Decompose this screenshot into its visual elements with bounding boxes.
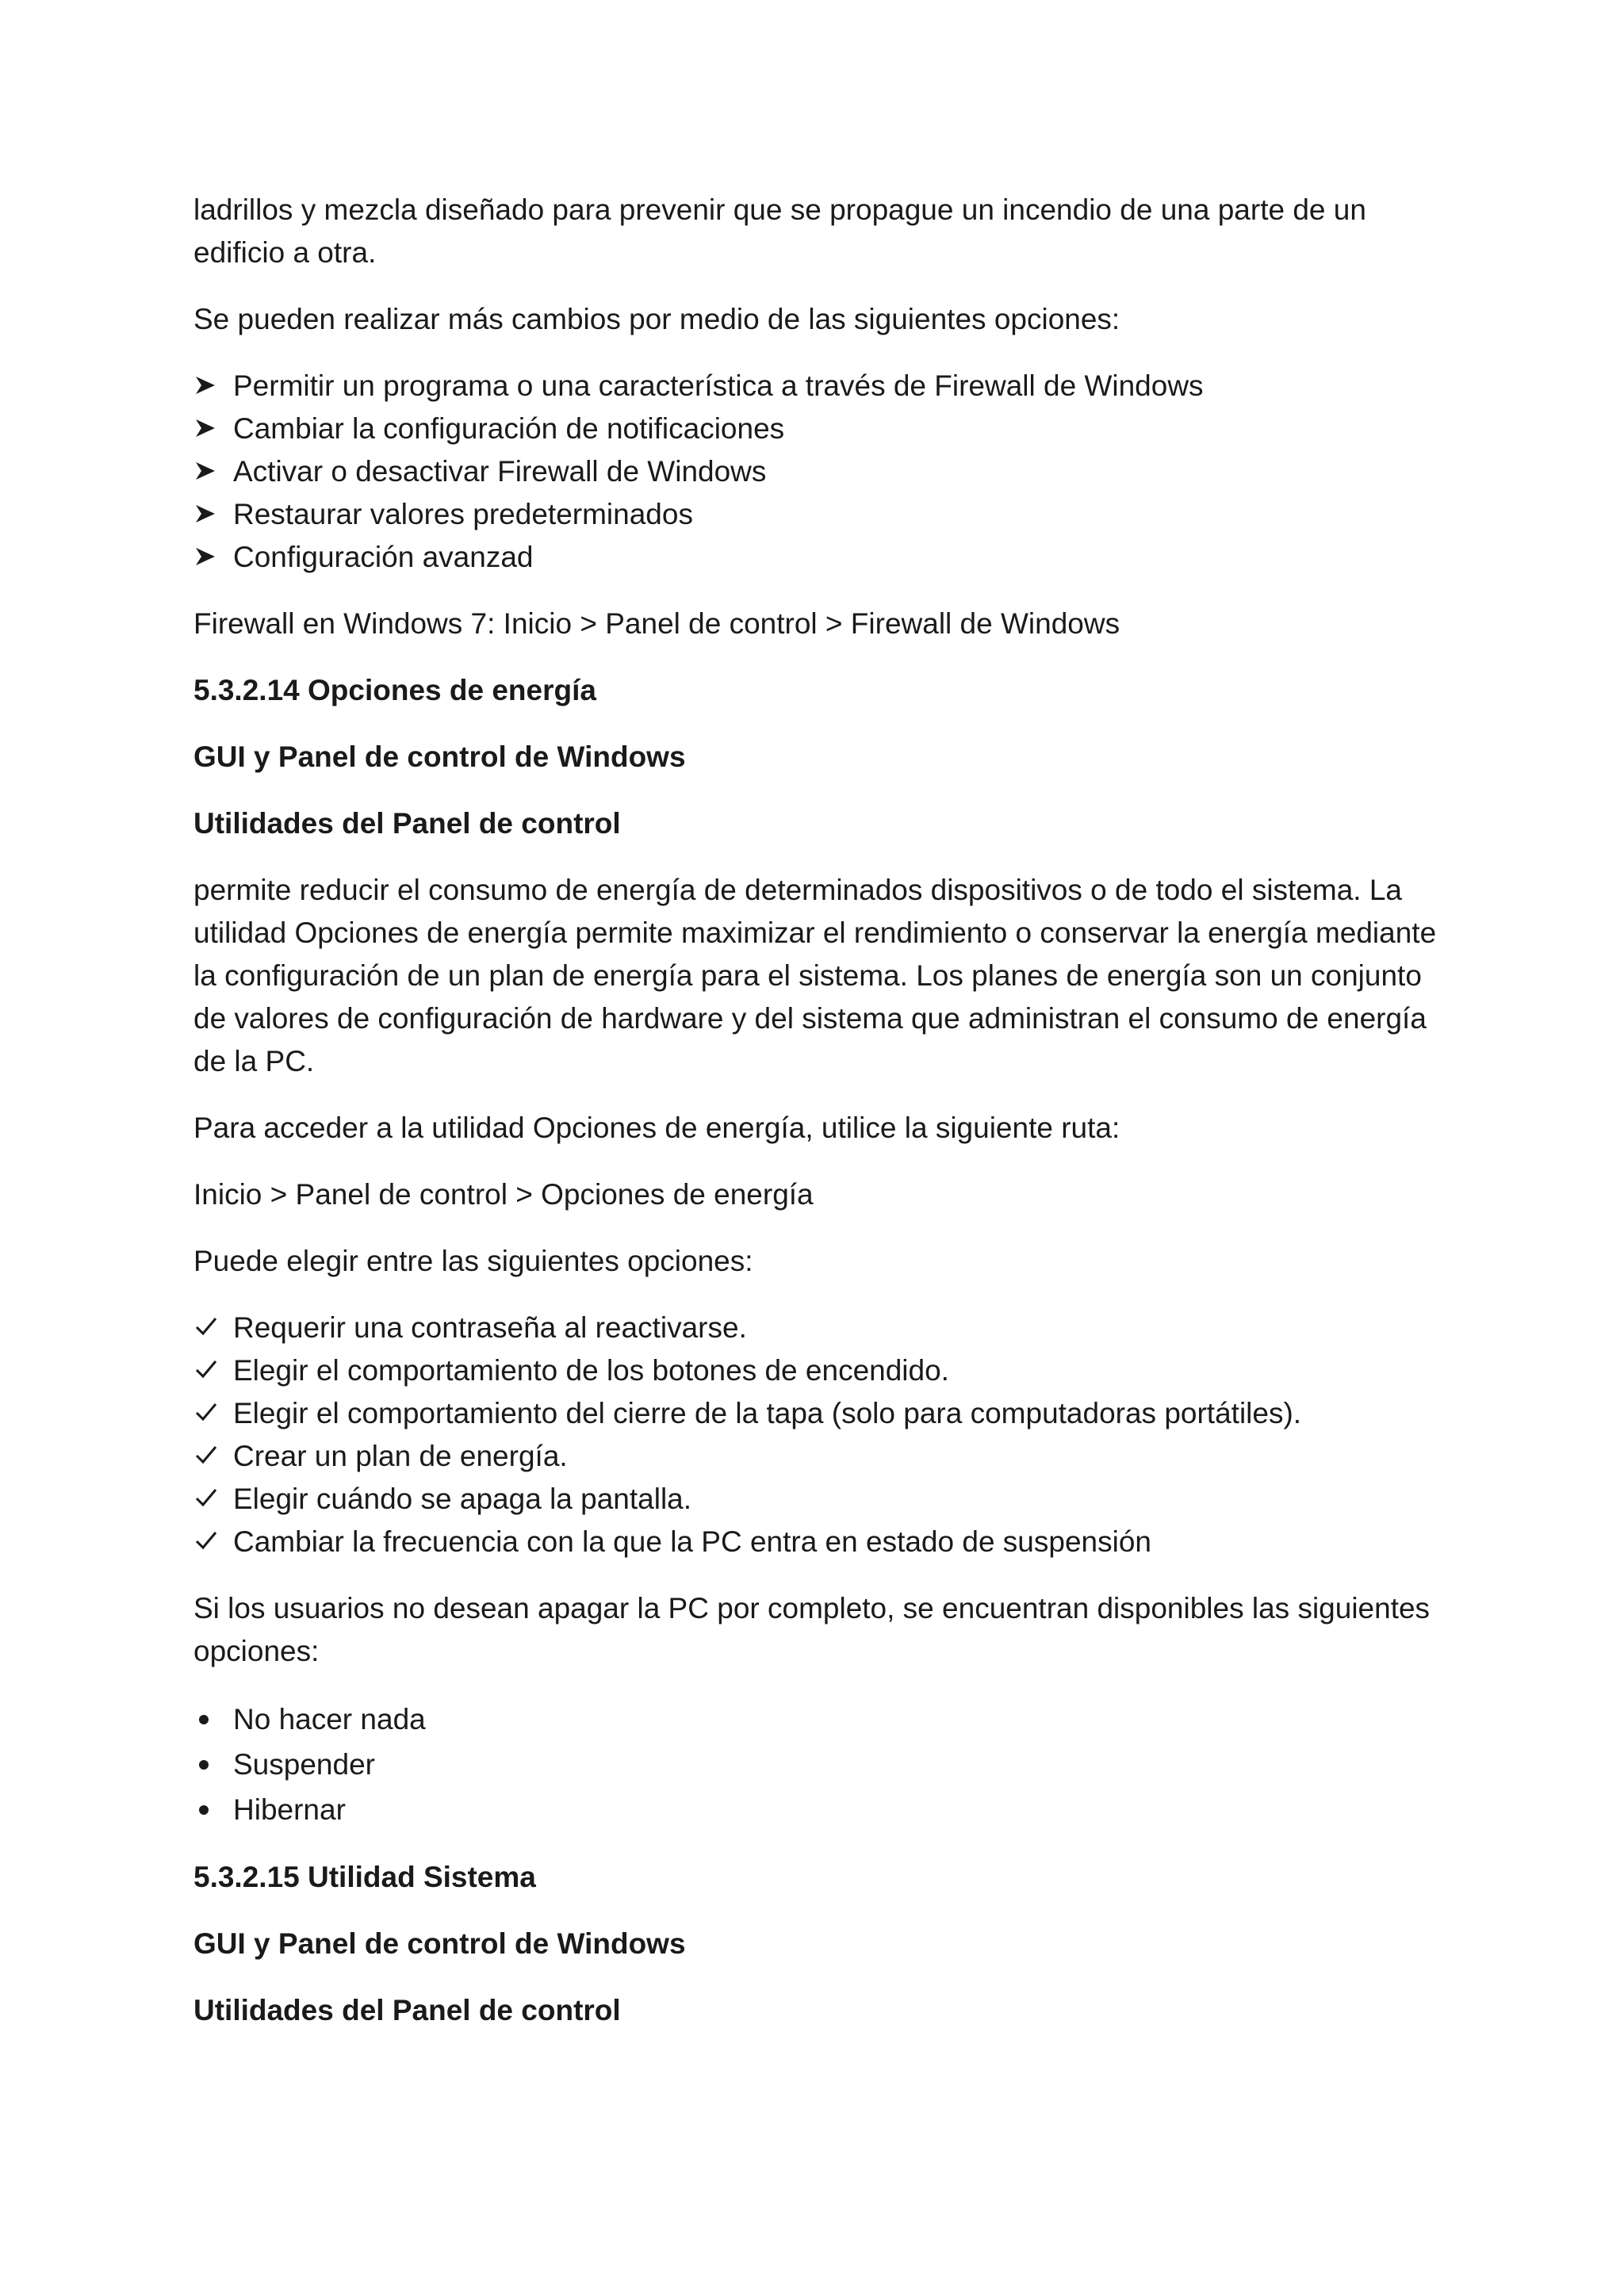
list-item-text: Elegir el comportamiento del cierre de la tapa (solo para computadoras portátiles). [233,1397,1302,1429]
energy-access-intro: Para acceder a la utilidad Opciones de energía, utilice la siguiente ruta: [193,1112,1120,1144]
list-item [193,450,1454,493]
shutdown-options-list [193,1697,1454,1832]
list-item-text: Configuración avanzad [233,541,534,573]
page-content [193,189,1454,2056]
arrowhead-bullet-icon [193,536,225,579]
list-item-text: Requerir una contraseña al reactivarse. [233,1311,747,1344]
list-item [193,1697,1454,1742]
checkmark-icon [193,1307,225,1349]
checkmark-icon [193,1478,225,1521]
list-item-text: Restaurar valores predeterminados [233,498,693,530]
checkmark-icon [193,1435,225,1478]
list-item [193,1742,1454,1787]
round-bullet-icon [193,1742,225,1787]
energy-options-list [193,1307,1454,1563]
firewall-options-list [193,365,1454,579]
list-item-text: Crear un plan de energía. [233,1440,568,1472]
list-item [193,408,1454,450]
list-item [193,1521,1454,1563]
list-item [193,1787,1454,1832]
firewall-path: Firewall en Windows 7: Inicio > Panel de control > Firewall de Windows [193,607,1120,640]
list-item-text: Elegir el comportamiento de los botones de encendido. [233,1354,949,1387]
energy-description: permite reducir el consumo de energía de determinados dispositivos o de todo el sistema. La utilidad Opciones de energía permite maximizar el rendimiento o conservar la energía mediante la configuración de un plan de energía para el sistema. Los planes de energía son un conjunto de valores de configuración de hardware y del sistema que administran el consumo de energía de la PC. [193,874,1437,1077]
list-item [193,1307,1454,1349]
checkmark-icon [193,1392,225,1435]
list-item [193,493,1454,536]
section-heading-energy: 5.3.2.14 Opciones de energía [193,674,596,706]
list-item-text: Activar o desactivar Firewall de Windows [233,455,767,488]
checkmark-icon [193,1521,225,1563]
intro-paragraph: ladrillos y mezcla diseñado para prevenir que se propague un incendio de una parte de un edificio a otra. [193,193,1366,269]
list-item [193,1349,1454,1392]
list-item [193,1478,1454,1521]
round-bullet-icon [193,1787,225,1832]
options-intro-paragraph: Se pueden realizar más cambios por medio de las siguientes opciones: [193,303,1120,335]
section-subtitle-utilities: Utilidades del Panel de control [193,807,621,840]
shutdown-intro: Si los usuarios no desean apagar la PC por completo, se encuentran disponibles las siguientes opciones: [193,1592,1431,1667]
list-item-text: Permitir un programa o una característica a través de Firewall de Windows [233,369,1204,402]
list-item-text: Hibernar [233,1793,346,1826]
list-item-text: Cambiar la frecuencia con la que la PC entra en estado de suspensión [233,1525,1151,1558]
list-item-text: Elegir cuándo se apaga la pantalla. [233,1483,692,1515]
list-item-text: No hacer nada [233,1703,426,1735]
energy-choose-intro: Puede elegir entre las siguientes opciones: [193,1245,753,1277]
list-item [193,1435,1454,1478]
section-subtitle-gui: GUI y Panel de control de Windows [193,740,686,773]
arrowhead-bullet-icon [193,408,225,450]
round-bullet-icon [193,1697,225,1742]
list-item-text: Cambiar la configuración de notificaciones [233,412,785,445]
section-heading-system: 5.3.2.15 Utilidad Sistema [193,1861,536,1893]
section-subtitle-utilities: Utilidades del Panel de control [193,1994,621,2026]
section-subtitle-gui: GUI y Panel de control de Windows [193,1927,686,1960]
list-item [193,536,1454,579]
list-item [193,1392,1454,1435]
arrowhead-bullet-icon [193,450,225,493]
arrowhead-bullet-icon [193,365,225,408]
energy-access-path: Inicio > Panel de control > Opciones de energía [193,1178,814,1211]
arrowhead-bullet-icon [193,493,225,536]
list-item [193,365,1454,408]
checkmark-icon [193,1349,225,1392]
list-item-text: Suspender [233,1748,375,1781]
